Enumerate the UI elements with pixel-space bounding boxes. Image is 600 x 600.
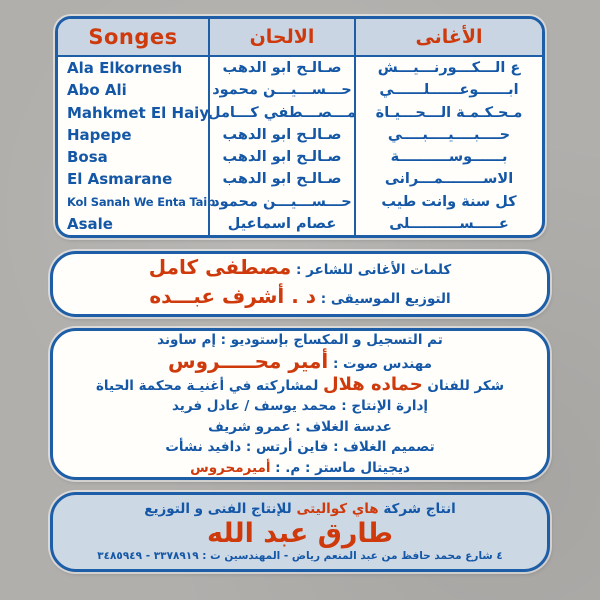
owner-name: طارق عبد الله	[207, 518, 393, 549]
composer-name: صـالـح ابو الدهب	[222, 126, 342, 143]
production-management-line: إدارة الإنتاج : محمد يوسف / عادل فريد	[171, 398, 429, 415]
digital-master-line	[190, 458, 410, 479]
song-title-en: Kol Sanah We Enta Taip	[67, 194, 216, 209]
composer-name: صـالـح ابو الدهب	[222, 60, 342, 77]
song-title-en: Mahkmet El Haiy	[67, 103, 210, 122]
publisher-address: ٤ شارع محمد حافظ من عبد المنعم رياض - المهندسين ت : ٣٣٧٨٩١٩ - ٣٤٨٥٩٤٩	[97, 550, 503, 562]
thanks-line	[96, 375, 504, 397]
arrangement-credit-line	[149, 285, 450, 313]
production-notes-panel	[50, 328, 550, 480]
sound-engineer-label: مهندس صوت :	[332, 356, 433, 373]
composer-name: حـــســـيـــن محمود	[212, 193, 352, 210]
header-songs-english: Songes	[58, 19, 208, 57]
arrangement-credit-label: التوزيع الموسيقى :	[320, 290, 451, 307]
header-songs-arabic: الأغانى	[356, 19, 542, 57]
song-title-ar: كل سنة وانت طيب	[381, 193, 517, 210]
composer-name: صـالـح ابو الدهب	[222, 149, 342, 166]
thanks-prefix: شكر للفنان	[427, 377, 505, 394]
studio-line: تم التسجيل و المكساج بإستوديو : إم ساوند	[157, 331, 443, 348]
cover-photography-line: عدسة الغلاف : عمرو شريف	[208, 418, 392, 435]
song-title-en: Bosa	[67, 148, 108, 167]
guest-artist-name: حماده هلال	[323, 373, 423, 395]
publisher-suffix: للإنتاج الفنى و التوزيع	[144, 501, 292, 517]
track-table	[55, 16, 545, 238]
cover-design-line: تصميم الغلاف : فاين أرتس : دافيد نشأت	[165, 439, 435, 456]
publisher-line	[144, 500, 456, 519]
composer-name: مـــصـــطفي كـــامل	[208, 104, 356, 121]
composer-name: صـالـح ابو الدهب	[222, 171, 342, 188]
digital-master-name: أميرمحروس	[190, 459, 271, 476]
song-title-en: Ala Elkornesh	[67, 59, 183, 78]
thanks-suffix: لمشاركته في أغنيـة محكمة الحياة	[95, 377, 319, 394]
composer-name: عصام اسماعيل	[227, 215, 337, 232]
song-title-ar: عـــــســــــــــلى	[389, 215, 509, 232]
song-title-ar: الاســــــــمـــرانى	[384, 171, 514, 188]
song-title-en: Asale	[67, 214, 113, 233]
lyricist-name: مصطفى كامل	[148, 254, 292, 279]
composer-name: حـــســـيـــن محمود	[212, 82, 352, 99]
column-songs-arabic	[354, 19, 542, 235]
song-title-ar: ابــــــوعــــــلــــــي	[379, 82, 519, 99]
lyrics-credit-label: كلمات الأغانى للشاعر :	[296, 261, 452, 278]
publisher-panel	[50, 492, 550, 572]
sound-engineer-name: أمير محـــــروس	[167, 349, 329, 374]
arranger-name: د . أشرف عبـــده	[149, 283, 317, 308]
lyrics-credit-line	[149, 256, 452, 284]
writer-credits-panel	[50, 251, 550, 317]
publisher-prefix: انتاج شركة	[383, 501, 456, 517]
song-title-ar: حــــبــــيــــبــــي	[387, 126, 511, 143]
song-title-en: Abo Ali	[67, 81, 127, 100]
song-title-ar: بــــــوســــــــــة	[390, 149, 508, 166]
header-composers: الالحان	[210, 19, 354, 57]
song-title-en: El Asmarane	[67, 170, 173, 189]
column-songs-english	[58, 19, 216, 235]
sound-engineer-line	[168, 350, 432, 375]
column-composers	[208, 19, 354, 235]
song-title-ar: ع الـــكـــورنـــيـــش	[377, 60, 521, 77]
song-title-ar: مـحـكـمـة الـــحـــيـاة	[375, 104, 523, 121]
digital-master-label: ديجيتال ماستر : م. :	[275, 459, 410, 476]
publisher-company-name: هاي كواليتى	[296, 501, 379, 517]
song-title-en: Hapepe	[67, 125, 132, 144]
